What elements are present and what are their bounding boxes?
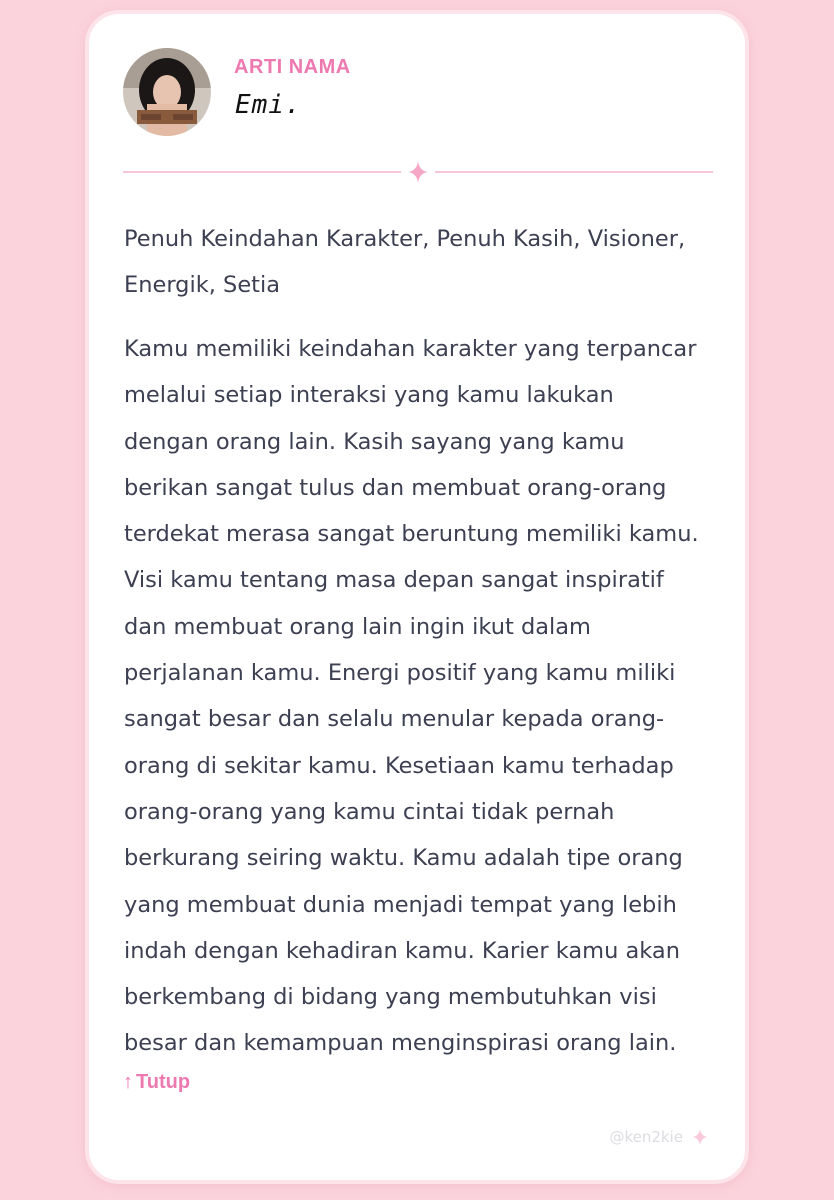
arrow-up-icon: ↑ [123,1071,133,1093]
description-line: indah dengan kehadiran kamu. Karier kamu akan [124,937,680,964]
section-label: ARTI NAMA [234,56,351,78]
description-line: orang-orang yang kamu cintai tidak pernah [124,798,615,825]
description-line: berkembang di bidang yang membutuhkan visi [124,984,657,1011]
description-line: besar dan kemampuan menginspirasi orang lain. [124,1030,677,1057]
name-meaning-card [85,10,749,1184]
close-label: Tutup [136,1071,191,1093]
sparkle-icon [407,160,429,188]
credit [609,1128,709,1146]
description-line: terdekat merasa sangat beruntung memiliki kamu. [124,521,699,548]
description-line: Visi kamu tentang masa depan sangat inspiratif [124,567,664,594]
divider-line-right [435,171,713,173]
description-line: yang membuat dunia menjadi tempat yang lebih [124,891,677,918]
description-line: orang di sekitar kamu. Kesetiaan kamu terhadap [124,752,674,779]
description-line: dan membuat orang lain ingin ikut dalam [124,613,591,640]
description-line: sangat besar dan selalu menular kepada orang- [124,706,665,733]
description-line: dengan orang lain. Kasih sayang yang kamu [124,428,625,455]
credit-handle: @ken2kie [609,1128,683,1146]
description-line: berikan sangat tulus dan membuat orang-orang [124,474,667,501]
person-name: Emi. [235,90,302,120]
close-button[interactable] [123,1071,190,1094]
meaning-description [124,326,720,1067]
description-line: perjalanan kamu. Energi positif yang kamu miliki [124,660,676,687]
description-line: Kamu memiliki keindahan karakter yang terpancar [124,336,697,362]
description-line: berkurang seiring waktu. Kamu adalah tipe orang [124,845,683,872]
sparkle-icon [691,1128,709,1146]
avatar [123,48,211,136]
divider-line-left [123,171,401,173]
description-line: melalui setiap interaksi yang kamu lakukan [124,382,614,409]
traits-summary: Penuh Keindahan Karakter, Penuh Kasih, Visioner, Energik, Setia [124,226,686,298]
divider [123,160,713,184]
